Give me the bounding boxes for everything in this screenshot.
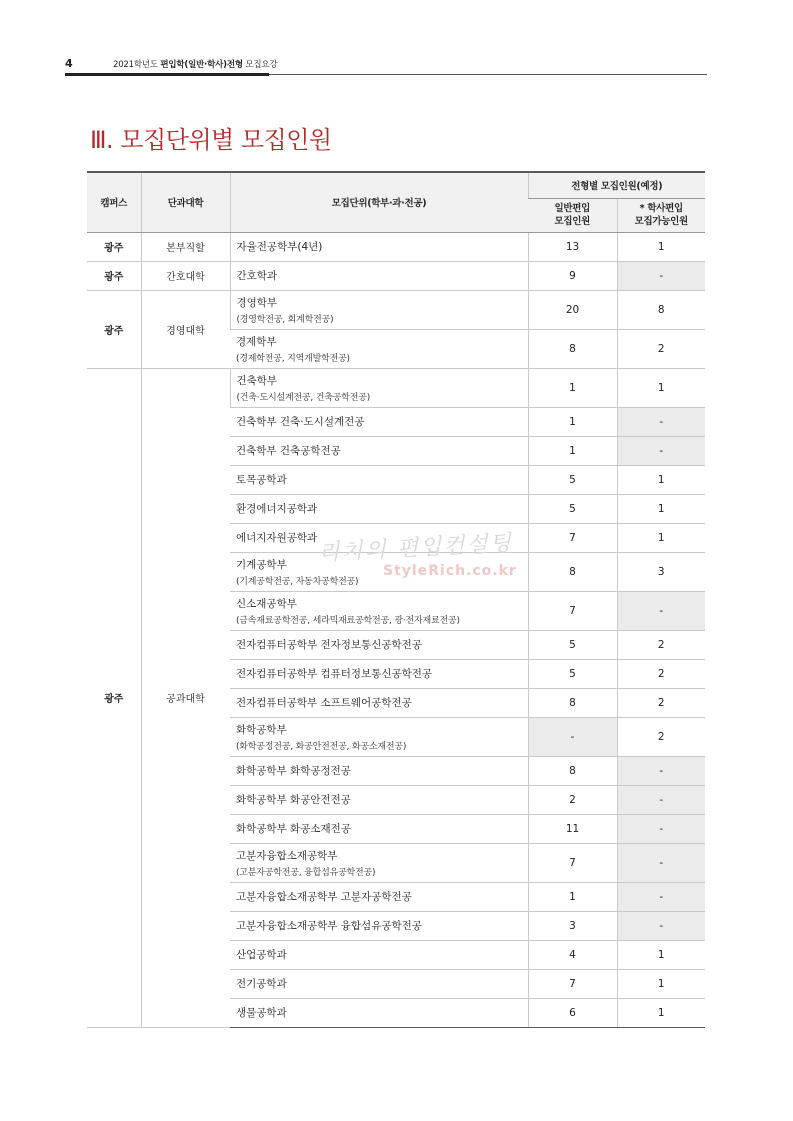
unit-name: 건축학부 (236, 374, 278, 387)
header-campus: 캠퍼스 (87, 172, 141, 232)
table-row (87, 232, 705, 261)
bachelor-count-cell: 2 (617, 688, 705, 717)
unit-cell (230, 465, 528, 494)
unit-cell (230, 843, 528, 882)
general-count-cell: 1 (528, 436, 617, 465)
unit-name: 화학공학부 (236, 723, 287, 736)
unit-cell (230, 232, 528, 261)
table-row (87, 290, 705, 329)
unit-name: 환경에너지공학과 (236, 503, 318, 515)
general-count-cell: 5 (528, 494, 617, 523)
quota-table (87, 171, 705, 1028)
general-count-cell: 5 (528, 659, 617, 688)
unit-detail: (금속재료공학전공, 세라믹재료공학전공, 광·전자재료전공) (236, 615, 460, 626)
unit-detail: (화학공정전공, 화공안전전공, 화공소재전공) (236, 741, 407, 752)
header-college: 단과대학 (141, 172, 230, 232)
campus-cell: 광주 (87, 232, 141, 261)
unit-name: 경제학부 (236, 335, 277, 348)
bachelor-count-cell: 1 (617, 998, 705, 1027)
unit-cell (230, 659, 528, 688)
header-bachelor: * 학사편입 모집가능인원 (617, 198, 705, 232)
unit-cell (230, 523, 528, 552)
general-count-cell: 8 (528, 756, 617, 785)
unit-cell (230, 494, 528, 523)
general-count-cell: 13 (528, 232, 617, 261)
unit-name: 자율전공학부(4년) (236, 241, 323, 253)
unit-cell (230, 407, 528, 436)
section-title: Ⅲ. 모집단위별 모집인원 (90, 126, 332, 154)
unit-name: 전자컴퓨터공학부 소프트웨어공학전공 (236, 697, 412, 709)
unit-name: 간호학과 (236, 270, 278, 282)
document-title: 2021학년도 편입학(일반·학사)전형 모집요강 (113, 60, 278, 70)
page-header (65, 56, 707, 74)
header-quota-group: 전형별 모집인원(예정) (528, 172, 705, 198)
header-rule-thick (65, 73, 269, 76)
general-count-cell: 6 (528, 998, 617, 1027)
watermark-script: 리치의 편입컨설팅 (317, 530, 514, 567)
bachelor-count-cell: - (617, 407, 705, 436)
general-count-cell: 7 (528, 523, 617, 552)
campus-cell: 광주 (87, 368, 141, 1027)
bachelor-count-cell: 1 (617, 368, 705, 407)
bachelor-count-cell: 1 (617, 465, 705, 494)
general-count-cell: 11 (528, 814, 617, 843)
unit-cell (230, 940, 528, 969)
bachelor-count-cell: - (617, 814, 705, 843)
page-number: 4 (65, 57, 73, 70)
general-count-cell: 8 (528, 688, 617, 717)
unit-cell (230, 882, 528, 911)
unit-cell (230, 998, 528, 1027)
unit-name: 토목공학과 (236, 474, 287, 486)
header-unit: 모집단위(학부·과·전공) (230, 172, 528, 232)
bachelor-count-cell: - (617, 591, 705, 630)
general-count-cell: - (528, 717, 617, 756)
bachelor-count-cell: - (617, 436, 705, 465)
unit-cell (230, 969, 528, 998)
unit-cell (230, 911, 528, 940)
unit-cell (230, 591, 528, 630)
unit-name: 기계공학부 (236, 558, 287, 571)
unit-cell (230, 436, 528, 465)
unit-name: 신소재공학부 (236, 597, 297, 610)
unit-name: 산업공학과 (236, 949, 287, 961)
general-count-cell: 3 (528, 911, 617, 940)
bachelor-count-cell: 1 (617, 232, 705, 261)
header-general: 일반편입 모집인원 (528, 198, 617, 232)
college-cell: 간호대학 (141, 261, 230, 290)
bachelor-count-cell: - (617, 882, 705, 911)
bachelor-count-cell: 2 (617, 659, 705, 688)
unit-name: 전자컴퓨터공학부 컴퓨터정보통신공학전공 (236, 668, 433, 680)
unit-name: 고분자융합소재공학부 융합섬유공학전공 (236, 920, 422, 932)
unit-cell (230, 329, 528, 368)
bachelor-count-cell: - (617, 756, 705, 785)
bachelor-count-cell: 1 (617, 494, 705, 523)
bachelor-count-cell: 2 (617, 717, 705, 756)
general-count-cell: 1 (528, 368, 617, 407)
unit-name: 화학공학부 화공안전전공 (236, 794, 351, 806)
bachelor-count-cell: 8 (617, 290, 705, 329)
unit-name: 생물공학과 (236, 1007, 287, 1019)
unit-name: 경영학부 (236, 296, 278, 309)
bachelor-count-cell: - (617, 785, 705, 814)
unit-cell (230, 261, 528, 290)
general-count-cell: 4 (528, 940, 617, 969)
general-count-cell: 1 (528, 407, 617, 436)
bachelor-count-cell: - (617, 843, 705, 882)
unit-name: 건축학부 건축공학전공 (236, 445, 341, 457)
general-count-cell: 8 (528, 329, 617, 368)
unit-detail: (경영학전공, 회계학전공) (236, 314, 334, 325)
bachelor-count-cell: 2 (617, 630, 705, 659)
unit-detail: (건축·도시설계전공, 건축공학전공) (236, 392, 371, 403)
general-count-cell: 20 (528, 290, 617, 329)
table-row (87, 368, 705, 407)
general-count-cell: 7 (528, 591, 617, 630)
table-body (87, 232, 705, 1027)
unit-name: 전기공학과 (236, 978, 287, 990)
general-count-cell: 5 (528, 630, 617, 659)
unit-cell (230, 814, 528, 843)
bachelor-count-cell: 2 (617, 329, 705, 368)
unit-name: 건축학부 건축·도시설계전공 (236, 416, 365, 428)
campus-cell: 광주 (87, 261, 141, 290)
campus-cell: 광주 (87, 290, 141, 368)
general-count-cell: 9 (528, 261, 617, 290)
unit-cell (230, 290, 528, 329)
bachelor-count-cell: 1 (617, 969, 705, 998)
unit-cell (230, 368, 528, 407)
unit-detail: (고분자공학전공, 융합섬유공학전공) (236, 867, 376, 878)
college-cell: 본부직할 (141, 232, 230, 261)
unit-name: 에너지자원공학과 (236, 532, 318, 544)
unit-cell (230, 688, 528, 717)
unit-cell (230, 717, 528, 756)
unit-cell (230, 630, 528, 659)
general-count-cell: 7 (528, 843, 617, 882)
unit-name: 화학공학부 화학공정전공 (236, 765, 351, 777)
unit-detail: (경제학전공, 지역개발학전공) (236, 353, 350, 364)
general-count-cell: 2 (528, 785, 617, 814)
unit-cell (230, 552, 528, 591)
unit-name: 고분자융합소재공학부 고분자공학전공 (236, 891, 412, 903)
college-cell: 경영대학 (141, 290, 230, 368)
unit-name: 화학공학부 화공소재전공 (236, 823, 351, 835)
unit-cell (230, 756, 528, 785)
college-cell: 공과대학 (141, 368, 230, 1027)
unit-detail: (기계공학전공, 자동차공학전공) (236, 576, 359, 587)
bachelor-count-cell: 1 (617, 523, 705, 552)
general-count-cell: 8 (528, 552, 617, 591)
general-count-cell: 5 (528, 465, 617, 494)
general-count-cell: 1 (528, 882, 617, 911)
unit-name: 전자컴퓨터공학부 전자정보통신공학전공 (236, 639, 422, 651)
unit-cell (230, 785, 528, 814)
header-rule-thin (269, 74, 707, 75)
table-row (87, 261, 705, 290)
watermark-site: StyleRich.co.kr (383, 563, 517, 579)
bachelor-count-cell: - (617, 261, 705, 290)
unit-name: 고분자융합소재공학부 (236, 849, 338, 862)
general-count-cell: 7 (528, 969, 617, 998)
bachelor-count-cell: 3 (617, 552, 705, 591)
bachelor-count-cell: - (617, 911, 705, 940)
bachelor-count-cell: 1 (617, 940, 705, 969)
